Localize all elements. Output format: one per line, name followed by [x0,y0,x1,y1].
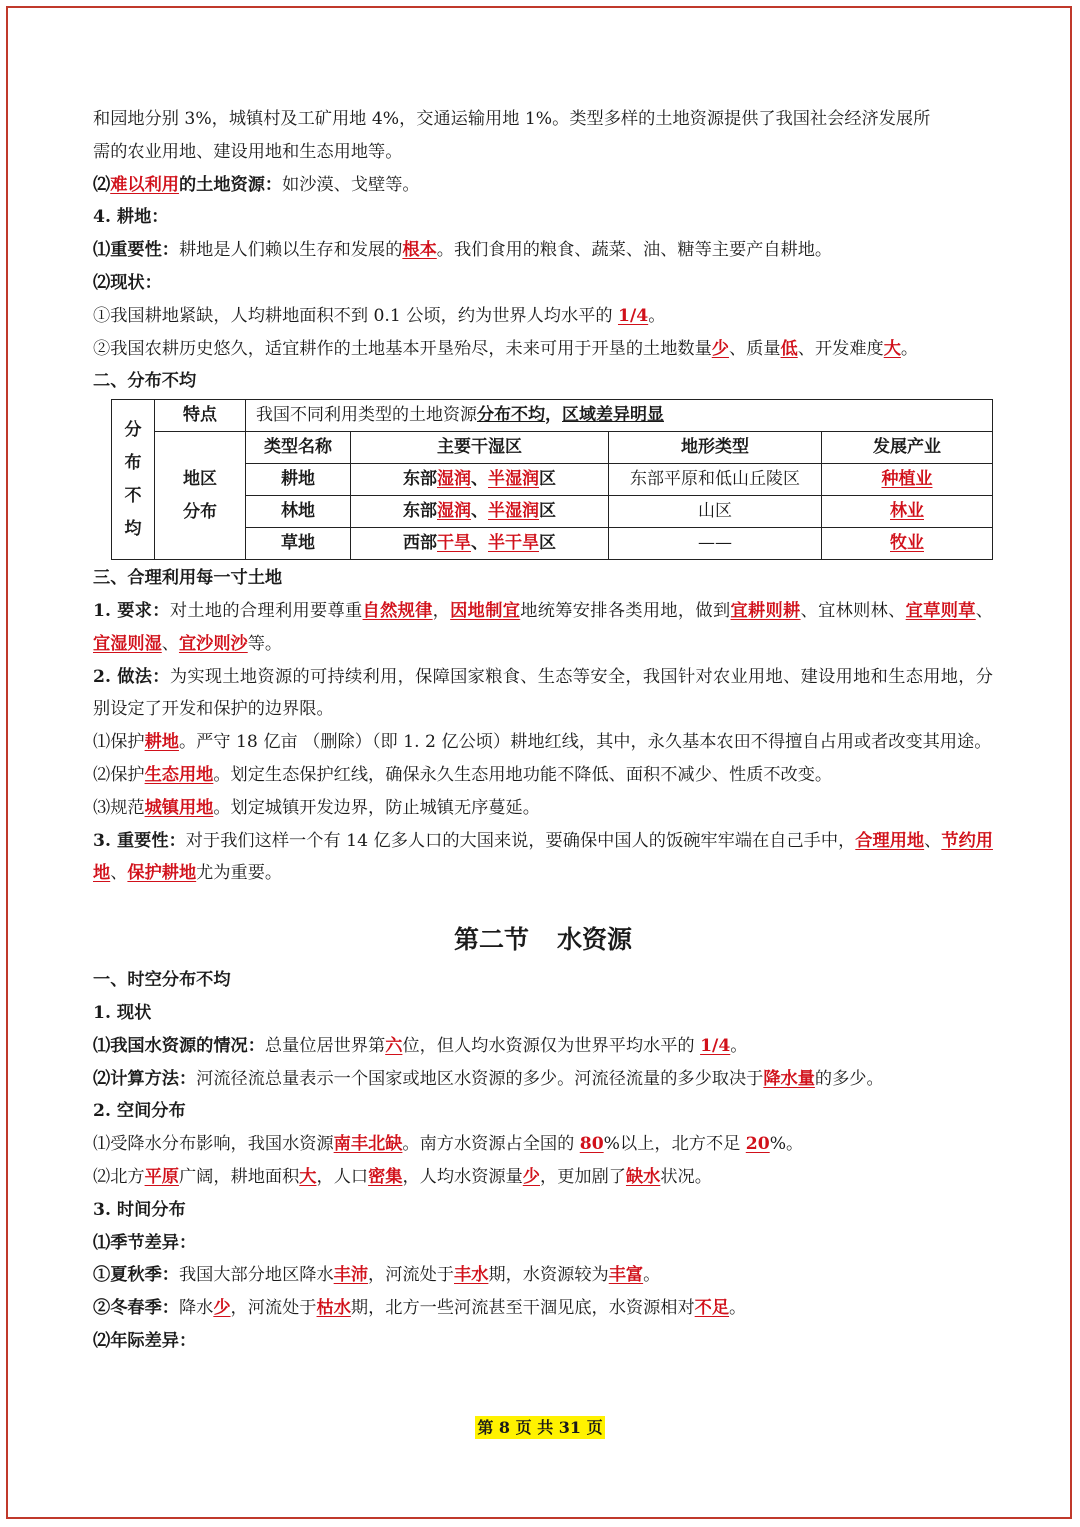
section-heading: 三、合理利用每一寸土地 [93,568,283,589]
region-label: 地区 分布 [155,432,246,560]
table-row: 耕地 东部湿润、半湿润区 东部平原和低山丘陵区 种植业 [112,464,993,496]
paragraph: ①夏秋季：我国大部分地区降水丰沛，河流处于丰水期，水资源较为丰富。 [93,1265,661,1286]
section-heading: 二、分布不均 [93,371,197,392]
subheading: ⑵年际差异： [93,1330,197,1351]
keyword: 大 [883,338,901,359]
subheading: 4. 耕地： [93,207,169,228]
keyword: 1/4 [617,305,649,326]
table-row: 林地 东部湿润、半湿润区 山区 林业 [112,496,993,528]
table-header: 类型名称 [246,432,351,464]
feature-text: 我国不同利用类型的土地资源分布不均，区域差异明显 [246,400,993,432]
paragraph: ⑴我国水资源的情况：总量位居世界第六位，但人均水资源仅为世界平均水平的 1/4。 [93,1035,748,1056]
keyword: 少 [711,338,729,359]
page-footer: 第 8 页 共 31 页 [477,1418,603,1437]
subheading: ⑴季节差异： [93,1232,197,1253]
table-row: 草地 西部干旱、半干旱区 —— 牧业 [112,528,993,560]
paragraph: ⑶规范城镇用地。划定城镇开发边界，防止城镇无序蔓延。 [93,797,540,818]
document-body [93,103,993,1358]
keyword: 低 [780,338,798,359]
subheading: 1. 现状 [93,1002,152,1023]
paragraph: 需的农业用地、建设用地和生态用地等。 [93,141,403,162]
paragraph: 3. 重要性：对于我们这样一个有 14 亿多人口的大国来说，要确保中国人的饭碗牢牢端在自己手中，合理用地、节约用地、保护耕地尤为重要。 [93,830,993,884]
table-header: 发展产业 [822,432,993,464]
subheading: 3. 时间分布 [93,1199,186,1220]
paragraph: ⑵难以利用的土地资源：如沙漠、戈壁等。 [93,174,420,195]
paragraph: ⑴保护耕地。严守 18 亿亩 （删除）（即 1. 2 亿公顷）耕地红线，其中，永久基本农田不得擅自占用或者改变其用途。 [93,732,992,753]
keyword: 难以利用 [110,174,179,195]
paragraph: 1. 要求：对土地的合理利用要尊重自然规律，因地制宜地统筹安排各类用地，做到宜耕则耕、宜林则林、宜草则草、宜湿则湿、宜沙则沙等。 [93,600,993,654]
paragraph: 和园地分别 3%，城镇村及工矿用地 4%，交通运输用地 1%。类型多样的土地资源提供了我国社会经济发展所 [93,109,931,129]
subheading: ⑵现状： [93,272,162,293]
paragraph: ⑴受降水分布影响，我国水资源南丰北缺。南方水资源占全国的 80%以上，北方不足 20%。 [93,1134,804,1155]
section-heading: 一、时空分布不均 [93,970,231,991]
section-title: 第二节 水资源 [453,925,633,955]
paragraph: 2. 做法：为实现土地资源的可持续利用，保障国家粮食、生态等安全，我国针对农业用地、建设用地和生态用地，分别设定了开发和保护的边界限。 [93,666,993,720]
distribution-table [111,399,993,560]
table-side-label: 分 布 不 均 [112,400,155,560]
table-header: 地形类型 [609,432,822,464]
paragraph: ②冬春季：降水少，河流处于枯水期，北方一些河流甚至干涸见底，水资源相对不足。 [93,1298,747,1319]
paragraph: ⑵北方平原广阔，耕地面积大，人口密集，人均水资源量少，更加剧了缺水状况。 [93,1166,712,1187]
paragraph: ①我国耕地紧缺，人均耕地面积不到 0.1 公顷，约为世界人均水平的 1/4。 [93,305,666,326]
feature-label: 特点 [155,400,246,432]
paragraph: ②我国农耕历史悠久，适宜耕作的土地基本开垦殆尽，未来可用于开垦的土地数量少、质量低、开发难度大。 [93,338,919,359]
paragraph: ⑵计算方法：河流径流总量表示一个国家或地区水资源的多少。河流径流量的多少取决于降水量的多少。 [93,1068,884,1089]
paragraph: ⑵保护生态用地。划定生态保护红线，确保永久生态用地功能不降低、面积不减少、性质不改变。 [93,764,833,785]
keyword: 根本 [402,240,437,261]
table-header: 主要干湿区 [351,432,609,464]
subheading: 2. 空间分布 [93,1101,186,1122]
paragraph: ⑴重要性：耕地是人们赖以生存和发展的根本。我们食用的粮食、蔬菜、油、糖等主要产自耕地。 [93,240,833,261]
